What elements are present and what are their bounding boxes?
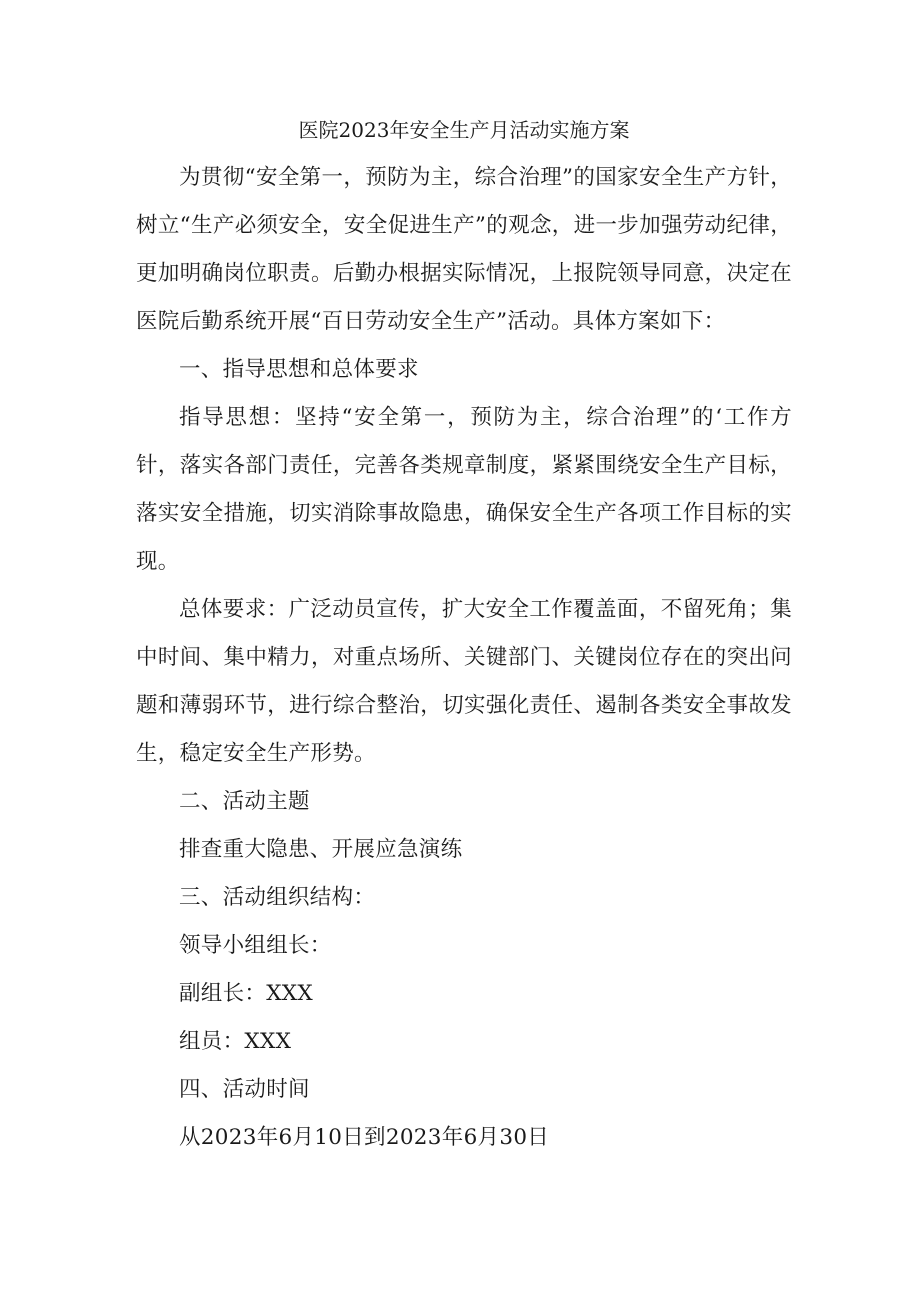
intro-paragraph: 为贯彻“安全第一，预防为主，综合治理”的国家安全生产方针，树立“生产必须安全，安全促进生产”的观念，进一步加强劳动纪律，更加明确岗位职责。后勤办根据实际情况，上报院领导同意，决定在医院后勤系统开展“百日劳动安全生产”活动。具体方案如下： — [136, 165, 792, 334]
document-title: 医院2023年安全生产月活动实施方案 — [298, 118, 630, 142]
section-2-heading: 二、活动主题 — [179, 789, 310, 814]
section-3-heading: 三、活动组织结构： — [179, 885, 376, 910]
guiding-thought-paragraph: 指导思想：坚持“安全第一，预防为主，综合治理”的‘工作方针，落实各部门责任，完善各类规章制度，紧紧围绕安全生产目标，落实安全措施，切实消除事故隐患，确保安全生产各项工作目标的实现。 — [136, 405, 792, 574]
members-line: 组员：XXX — [179, 1029, 292, 1054]
section-1-heading: 一、指导思想和总体要求 — [179, 357, 419, 382]
overall-requirement-paragraph: 总体要求：广泛动员宣传，扩大安全工作覆盖面，不留死角；集中时间、集中精力，对重点场所、关键部门、关键岗位存在的突出问题和薄弱环节，进行综合整治，切实强化责任、遏制各类安全事故发生，稳定安全生产形势。 — [136, 597, 792, 766]
leader-line: 领导小组组长： — [179, 933, 332, 958]
deputy-leader-line: 副组长：XXX — [179, 981, 314, 1006]
activity-time-line: 从2023年6月10日到2023年6月30日 — [179, 1125, 550, 1150]
section-4-heading: 四、活动时间 — [179, 1077, 310, 1102]
activity-theme: 排查重大隐患、开展应急演练 — [179, 837, 463, 862]
